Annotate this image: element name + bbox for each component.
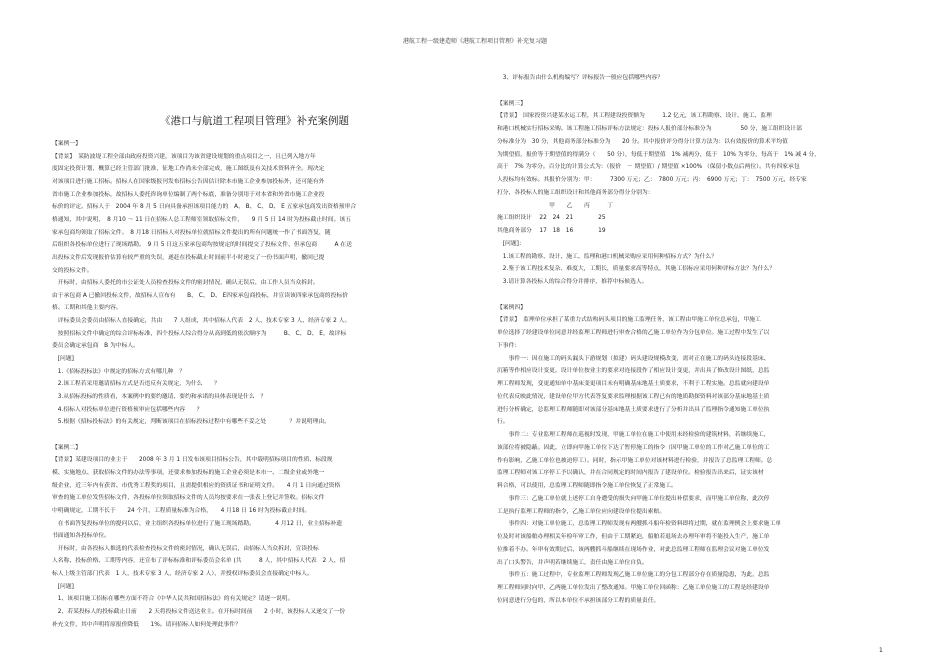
- left-line: 格、工期和其他主要内容。: [52, 305, 122, 312]
- right-line: 甲 乙 丙 丁: [497, 202, 613, 209]
- right-line: 其他商务部分 17 18 16 19: [497, 228, 606, 234]
- right-line: 【案例三】: [497, 100, 526, 107]
- right-line: 【案例四】: [497, 304, 526, 311]
- right-line: 理工程师发现，变更通知单中基床变更项目未有明确基床地基土质要求，不利于工程实施。总监就向建设单: [497, 381, 770, 387]
- left-line: 【背景】某建设项目的业主于 2008 年 3 月 1 日发布该项目招标公告，其中载明招标项目的性质、标段规: [52, 457, 333, 464]
- right-line: 事件一：因在施工的码头漏头下游规划（拟建）码头建设规模改变，需对正在施工的码头连接段基床、: [497, 355, 770, 362]
- right-line: 打分，各投标人的施工组织设计和其他商务部分得分分别为：: [497, 189, 654, 196]
- left-line: 【背景】 某防波堤工程全部由政府投资兴建，该项目为该省建设规划的重点项目之一，且已列入地方年: [52, 153, 316, 160]
- left-line: 对该项目进行施工招标。招标人在国家级报刊发布招标公告因估计除本市施工企业参加投标外，还可能有外: [52, 178, 325, 185]
- right-line: 位及时对该船舶办理相关年检年审工作，但由于工期紧迫，船舶若退场去办理年审将不能投入生产，施工单: [497, 534, 770, 540]
- left-line: 评标委员会委员由招标人直接确定，共由 7 人组成，其中招标人代表 2 人、技术专家 3 人、经济专家 2 人。: [52, 318, 351, 325]
- right-line: 单位选择了经建设单位同意并经监理工程师进行审查合格的乙施工单位作为分包单位。施工过程中发生了以: [497, 330, 770, 336]
- right-line: 下事件：: [497, 342, 521, 349]
- right-line: [问题]：: [497, 240, 525, 247]
- left-line: 家承包商均领取了招标文件。 8 月18 日招标人对投标单位就招标文件提出的所有问题统一作了书面答复，随: [52, 229, 331, 236]
- right-line: 位推着不办。年审有效期过后，该两艘抓斗船继续在现场作业，对此总监理工程师在监理会议对施工单位发: [497, 546, 770, 553]
- left-line: 5.根据《招标投标法》的有关规定，判断该项目在招标投标过程中有哪些不妥之处 ？并说明理由。: [52, 419, 330, 426]
- page-number: 1: [879, 647, 883, 654]
- left-line: 【案例一】: [52, 141, 81, 147]
- right-line: 该部位将被隐蔽。因此，立即向甲施工单位下达了暂停施工的指令（因甲施工单位的工作对乙施工单位的工: [497, 444, 770, 451]
- left-line: 人名称、投标价格、工期等内容，还宣布了评标标准和评标委员会名单 (共 8 人，其中招标人代表 2 人，招: [52, 558, 346, 565]
- left-line: 开标时，由各投标人推选的代表检查投标文件的密封情况，确认无误后，由招标人当众拆封，宣读投标: [52, 545, 319, 552]
- left-line: 级企业，近三年内有获省、市优秀工程奖的项目，且需提供相应的资质证书和证明文件。 4 月 1 日向通过资格: [52, 482, 341, 489]
- right-line: 监理工程师对该工序停工予以确认，并在合同规定的时间内报告了建设单位。检验报告出来后，证实该材: [497, 470, 764, 477]
- left-line: 4.招标人对投标单位进行资格预审应包括哪些内容 ？: [52, 406, 203, 413]
- right-line: 1.该工程的勘察、设计、施工、监理和港口机械采购应采用何种招标方式？为什么？: [497, 253, 718, 260]
- right-line: 事件二：专业监理工程师在巡视时发现，甲施工单位在施工中使用未经检验的建筑材料，若继续施工，: [497, 432, 770, 438]
- right-line: 分标准分为 30 分，其他商务部分标准分为 20 分。其中报价评分得分计算方法为：以有效报价的算术平均值: [497, 138, 788, 145]
- left-line: 委员会确定承包商 B 为中标人。: [52, 343, 139, 350]
- right-line: 位代表反映此情况，建设单位甲方代表答复要求监理根据该工程已有的地质勘探资料对该部分基床地基土质: [497, 393, 770, 400]
- right-line: 为期望值，报价等于期望值的得满分（ 50 分），每低于期望值 1% 减两分，低于 10% 为零分，每高于 1% 减 4 分，: [497, 151, 820, 158]
- right-line: 出了口头警告，并声明若继续施工，责任由施工单位自负。: [497, 559, 648, 566]
- right-line: 作有影响，乙施工单位也被迫停工）。同时，指示甲施工单位对该材料进行检验，并报告了总监理工程师。总: [497, 457, 773, 464]
- right-line: 和港口机械实行招标采购。该工程施工招标评标方法规定：投标人报价部分标准分为 50 分，施工组织设计部: [497, 126, 802, 132]
- running-header: 港航工程一级建造师《港航工程项目管理》补充复习题: [402, 38, 547, 45]
- left-line: 3.从招标投标的性质看，本案例中的要约邀请、要约和承诺的具体表现是什么 ？: [52, 394, 267, 400]
- document-title: 《港口与航道工程项目管理》补充案例题: [160, 115, 349, 127]
- right-line: 事件五：施工过程中，专业监理工程师发现乙施工单位施工的分包工程部分存在质量隐患，为此，总监: [497, 572, 770, 579]
- left-line: 2.该工程若采用邀请招标方式是否违反有关规定，为什么 ？: [52, 381, 220, 388]
- right-line: 料合格，可以使用，总监理工程师随即指令施工单位恢复了正常施工。: [497, 483, 677, 489]
- right-line: 人投标均有效标。其报价分别为：甲： 7300 万元；乙： 7800 万元；丙： 6900 万元；丁： 7500 万元，经专家: [497, 177, 807, 183]
- right-line: 3、评标报告由什么机构编写？评标报告一般应包括哪些内容？: [497, 75, 664, 81]
- right-line: 工是执行监理工程师的指令，乙施工单位应向建设单位提出索赔。: [497, 508, 666, 515]
- right-line: 【背景】 国家投资兴建某水运工程，其工程建设投资额为 1.2 亿元，该工程勘察、设计、施工、监理: [497, 113, 772, 120]
- right-line: 【背景】 监理单位承担了某重力式结构码头项目的施工监理任务，该工程由甲施工单位总承包，甲施工: [497, 317, 761, 324]
- left-line: 书面通知各投标单位。: [52, 533, 110, 540]
- left-line: 省市施工企业参加投标，故招标人委托咨询单位编制了两个标底，准备分别用于对本省和外省市施工企业投: [52, 191, 325, 198]
- left-line: 出投标文件后发现报价估算有较严重的失误，遂赶在投标截止时间前半小时递交了一份书面声明，撤回已提: [52, 254, 325, 261]
- right-line: 沉箱等作相应设计变更。设计单位按业主的要求对连接段作了相应设计变更，并出具了修改设计图纸，总监: [497, 368, 770, 375]
- left-line: 模、实施地点、获取招标文件的办法等事项，还要求参加投标的施工企业必须是本市一、二级企业或外地一: [52, 469, 325, 476]
- left-line: 度固定投资计划，概算已经主管部门批准，征地工作尚未全部完成，施工图纸及有关技术资料齐全。现决定: [52, 166, 325, 173]
- left-line: 后组织各投标单位进行了现场踏勘。 9 月 5 日这五家承包商均按规定的时间提交了投标文件，但承包商 A 在送: [52, 242, 352, 249]
- left-line: 开标时，由招标人委托的市公证处人员检查投标文件的密封情况，确认无误后，由工作人员当众拆封。: [52, 280, 319, 287]
- left-line: 由于承包商 A 已撤回投标文件，故招标人宣布有 B、 C、 D、 E四家承包商投标，并宣读该四家承包商的投标价: [52, 292, 348, 299]
- left-line: 1.《招标投标法》中规定的招标方式有哪几种 ？: [52, 368, 186, 375]
- left-line: 交的投标文件。: [52, 267, 93, 274]
- right-line: 事件四：对施工单位施工，总监理工程师发现有两艘抓斗船年检资料即将过期，就在监理例会上要求施工单: [497, 521, 782, 528]
- right-line: 事件三：乙施工单位就上述停工自身遭受的损失向甲施工单位提出补偿要求，而甲施工单位称，此次停: [497, 495, 770, 502]
- right-line: 位同意进行分包的，所以本单位不承担该部分工程的质量责任。: [497, 597, 660, 604]
- right-line: 理工程师同时向甲、乙两施工单位发出了整改通知。甲施工单位回函称：乙施工单位施工的工程是经建设单: [497, 585, 770, 591]
- left-line: 补充文件，其中声明将原报价降低 1%。请问招标人如何处理此事件？: [52, 621, 241, 628]
- left-line: 按照招标文件中确定的综合评标标准，四个投标人综合得分从高到低的依次顺序为 B、 C、 D、 E，故评标: [52, 330, 347, 337]
- left-line: [问题]: [52, 583, 74, 590]
- right-line: 高于 7% 为零分。百分比的计算公式为：（报价 － 期望值）/ 期望值 ×100% （保留小数点后两位）。共有四家承包: [497, 164, 800, 171]
- left-line: 中明确规定，工期不长于 24 个月，工程质量标准为合格， 4 月18 日 16 时为投标截止时间。: [52, 507, 311, 514]
- left-line: 标人上级主管部门代表 1 人，技术专家 3 人，经济专家 2 人），并授权评标委员会直接确定中标人。: [52, 571, 313, 578]
- right-line: 进行分析确定，总监理工程师随即对该部分基床地基土质要求进行了分析并出具了监理指令通知施工单位执: [497, 406, 770, 413]
- left-line: 【案例二】: [52, 444, 81, 451]
- left-line: 标价的评定。招标人于 2004 年 8 月 5 日向具备承担该项目能力的 A、 B、 C、 D、 E 五家承包商发出资格预审合: [52, 204, 357, 211]
- left-line: 审查的施工单位发售招标文件，各投标单位领取招标文件的人员均按要求在一张表上登记并签收。招标文件: [52, 495, 325, 502]
- right-line: 行。: [497, 419, 509, 426]
- right-line: 2.鉴于该工程技术复杂、难度大，工期长，质量要求高等特点，其施工招标应采用何种评标方法？为什么？: [497, 266, 775, 273]
- left-line: 在书面答复投标单位的提问以后，业主组织各投标单位进行了施工现场踏勘。 4 月12 日，业主招标补遗: [52, 520, 343, 527]
- right-line: 施工组织设计 22 24 21 25: [497, 215, 606, 222]
- left-line: 1、该项目施工招标在哪些方面不符合《中华人民共和国招标法》的有关规定？请逐一说明。: [52, 596, 294, 603]
- left-line: 格通知，其中说明， 8 月10 ～ 11 日在招标人总工程师室领取招标文件， 9 月 5 日 14 时为投标截止时间。该五: [52, 216, 352, 223]
- left-line: [问题]: [52, 356, 74, 363]
- right-line: 3.请计算各投标人的综合得分并排序，推荐中标候选人。: [497, 279, 648, 285]
- left-line: 2、若某投标人的投标截止日前 2 天将投标文件送达业主。在开标时间前 2 小时，该投标人又递交了一份: [52, 609, 346, 616]
